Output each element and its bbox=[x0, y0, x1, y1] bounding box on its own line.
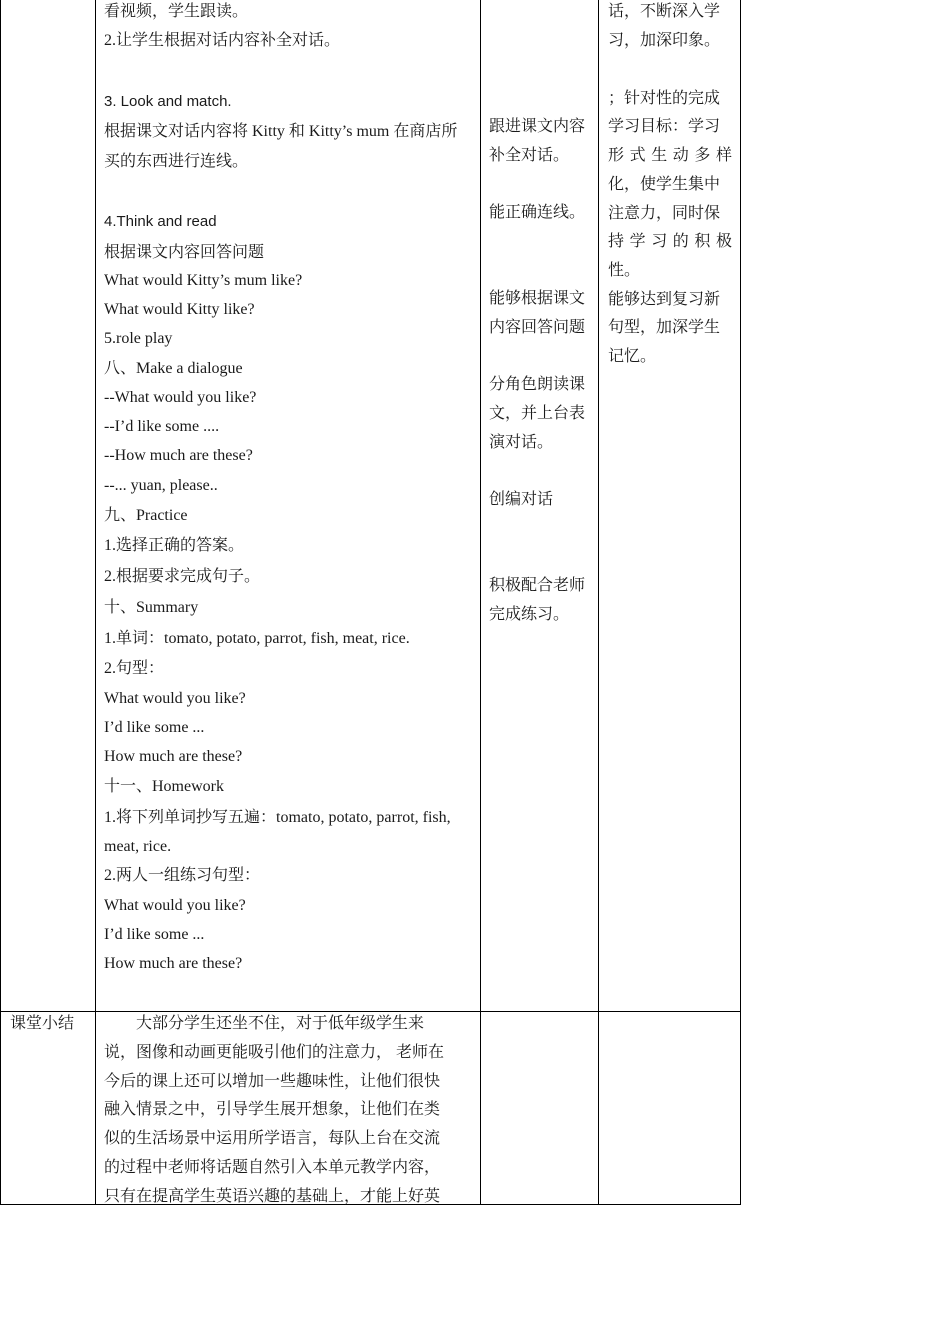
intent-line: 性。 bbox=[608, 262, 641, 279]
summary-line: 大部分学生还坐不住，对于低年级学生来 bbox=[136, 1015, 425, 1032]
procedure-line: How much are these? bbox=[104, 748, 243, 765]
activity-line: 能正确连线。 bbox=[489, 204, 586, 221]
procedure-line: 十一、Homework bbox=[104, 778, 224, 795]
intent-line: 能够达到复习新 bbox=[608, 291, 721, 308]
activity-line: 演对话。 bbox=[489, 434, 554, 451]
procedure-line: 买的东西进行连线。 bbox=[104, 153, 249, 170]
procedure-line: What would Kitty like? bbox=[104, 301, 255, 318]
procedure-line: I’d like some ... bbox=[104, 926, 205, 943]
intent-line: 形式生动多样 bbox=[608, 147, 732, 164]
procedure-line: 1.将下列单词抄写五遍：tomato, potato, parrot, fish, bbox=[104, 809, 451, 826]
procedure-line: meat, rice. bbox=[104, 838, 172, 855]
procedure-line: 2.两人一组练习句型： bbox=[104, 867, 261, 884]
procedure-line: What would you like? bbox=[104, 690, 246, 707]
procedure-line: 十、Summary bbox=[104, 599, 199, 616]
procedure-line: --How much are these? bbox=[104, 447, 253, 464]
procedure-line: How much are these? bbox=[104, 955, 243, 972]
activity-line: 分角色朗读课 bbox=[489, 376, 586, 393]
summary-row-label: 课堂小结 bbox=[10, 1015, 75, 1032]
table-border-col3 bbox=[598, 0, 599, 1205]
summary-line: 只有在提高学生英语兴趣的基础上，才能上好英 bbox=[104, 1187, 441, 1205]
procedure-line: I’d like some ... bbox=[104, 719, 205, 736]
table-border-left bbox=[0, 0, 1, 1205]
summary-text bbox=[104, 1010, 471, 1212]
procedure-line: 九、Practice bbox=[104, 507, 188, 524]
activity-line: 完成练习。 bbox=[489, 606, 570, 623]
intent-line: 话，不断深入学 bbox=[608, 3, 721, 20]
activity-line: 内容回答问题 bbox=[489, 319, 586, 336]
procedure-line: --I’d like some .... bbox=[104, 418, 220, 435]
activity-line: 能够根据课文 bbox=[489, 290, 586, 307]
procedure-line: What would Kitty’s mum like? bbox=[104, 272, 303, 289]
intent-line: 持学习的积极 bbox=[608, 233, 732, 250]
summary-line: 似的生活场景中运用所学语言，每队上台在交流 bbox=[104, 1130, 441, 1148]
table-border-col1 bbox=[95, 0, 96, 1205]
procedure-line: --... yuan, please.. bbox=[104, 477, 218, 494]
procedure-line: 看视频，学生跟读。 bbox=[104, 3, 249, 20]
procedure-line: 4.Think and read bbox=[104, 213, 217, 230]
procedure-line: 1.选择正确的答案。 bbox=[104, 537, 245, 554]
procedure-line: 根据课文内容回答问题 bbox=[104, 244, 265, 261]
summary-line: 的过程中老师将话题自然引入本单元教学内容， bbox=[104, 1158, 441, 1176]
intent-line: 化，使学生集中 bbox=[608, 176, 721, 193]
procedure-line: --What would you like? bbox=[104, 389, 257, 406]
intent-line: 记忆。 bbox=[608, 348, 657, 365]
summary-line: 今后的课上还可以增加一些趣味性，让他们很快 bbox=[104, 1072, 441, 1090]
procedure-line: 2.根据要求完成句子。 bbox=[104, 568, 261, 585]
intent-line: 学习目标：学习 bbox=[608, 118, 721, 135]
activity-line: 创编对话 bbox=[489, 491, 554, 508]
procedure-line: 根据课文对话内容将 Kitty 和 Kitty’s mum 在商店所 bbox=[104, 123, 458, 140]
procedure-line: What would you like? bbox=[104, 897, 246, 914]
activity-line: 补全对话。 bbox=[489, 147, 570, 164]
table-border-right bbox=[740, 0, 741, 1205]
intent-line: ；针对性的完成 bbox=[608, 90, 721, 107]
table-border-col2 bbox=[480, 0, 481, 1205]
activity-line: 跟进课文内容 bbox=[489, 118, 586, 135]
procedure-line: 3. Look and match. bbox=[104, 93, 232, 110]
procedure-line: 1.单词：tomato, potato, parrot, fish, meat, rice. bbox=[104, 630, 410, 647]
procedure-line: 2.句型： bbox=[104, 660, 165, 677]
procedure-line: 八、Make a dialogue bbox=[104, 360, 243, 377]
intent-line: 习，加深印象。 bbox=[608, 32, 721, 49]
procedure-line: 5.role play bbox=[104, 330, 173, 347]
summary-line: 说，图像和动画更能吸引他们的注意力， 老师在 bbox=[104, 1043, 445, 1061]
activity-line: 积极配合老师 bbox=[489, 577, 586, 594]
procedure-line: 2.让学生根据对话内容补全对话。 bbox=[104, 32, 341, 49]
intent-line: 注意力，同时保 bbox=[608, 205, 721, 222]
summary-line: 融入情景之中，引导学生展开想象，让他们在类 bbox=[104, 1101, 441, 1119]
activity-line: 文，并上台表 bbox=[489, 405, 586, 422]
intent-line: 句型，加深学生 bbox=[608, 319, 721, 336]
